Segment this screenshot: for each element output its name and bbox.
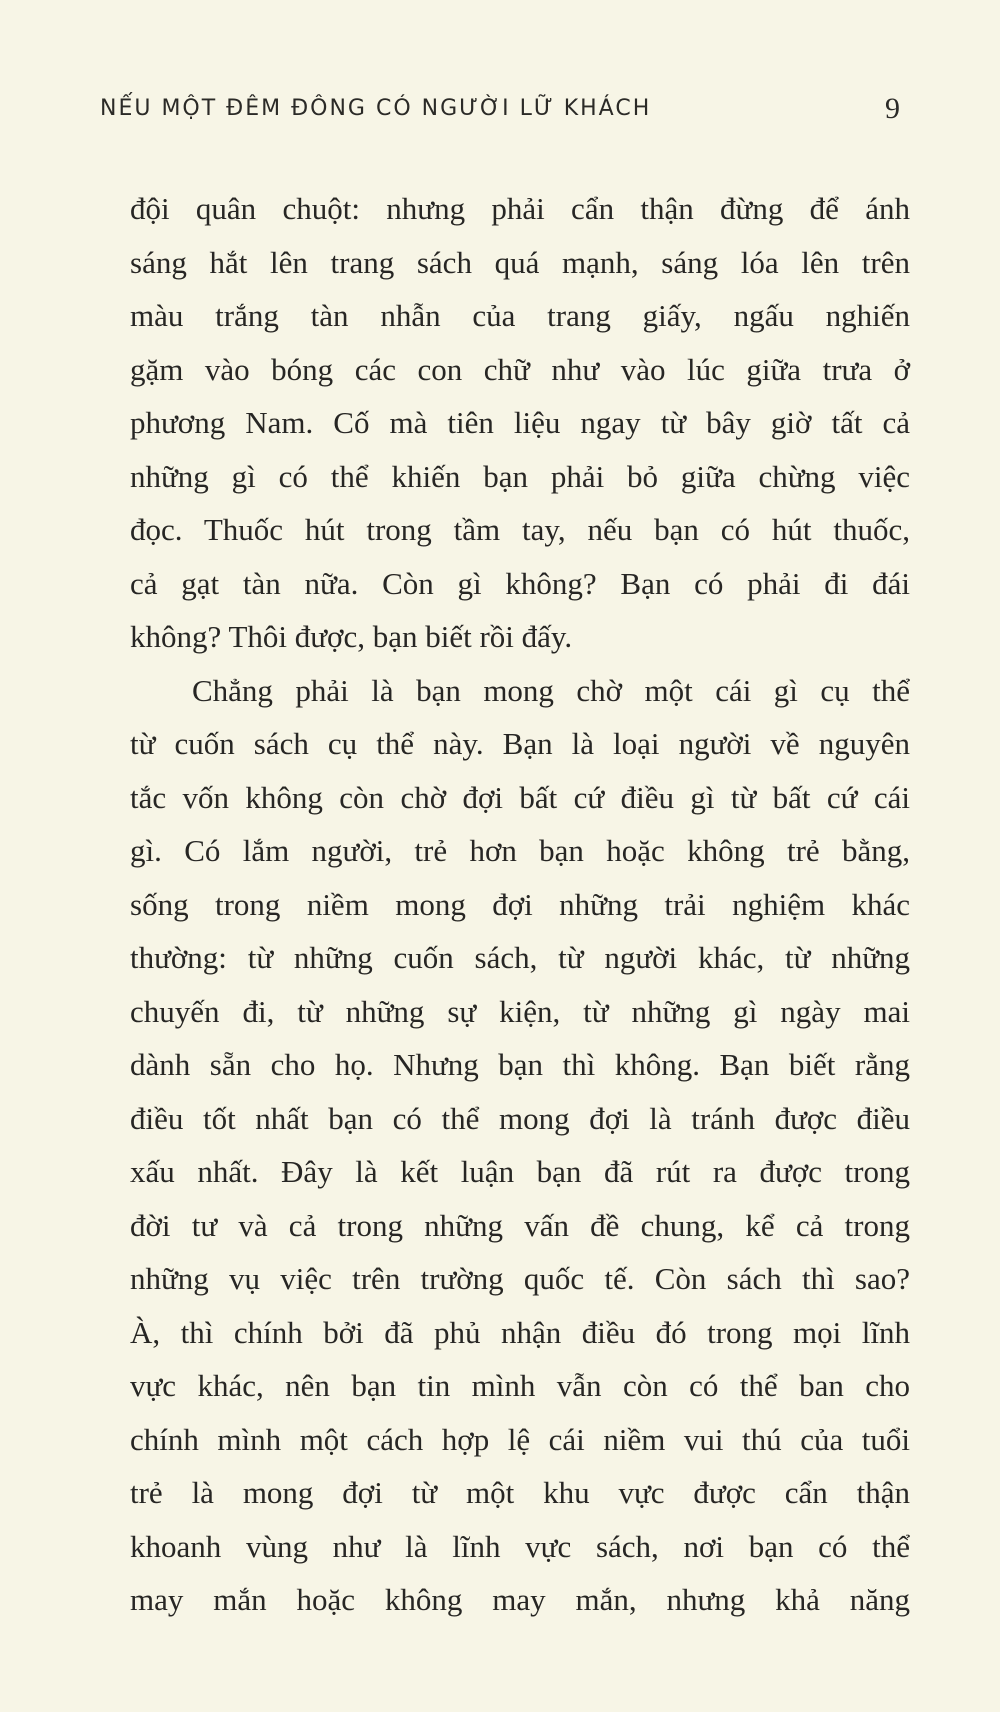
text-line: từ cuốn sách cụ thể này. Bạn là loại người về nguyên (130, 726, 910, 761)
text-line: vực khác, nên bạn tin mình vẫn còn có thể ban cho (130, 1368, 910, 1403)
text-line: những vụ việc trên trường quốc tế. Còn sách thì sao? (130, 1261, 910, 1296)
page-number: 9 (885, 92, 900, 125)
text-line: chuyến đi, từ những sự kiện, từ những gì ngày mai (130, 993, 910, 1029)
text-line: màu trắng tàn nhẫn của trang giấy, ngấu nghiến (130, 298, 910, 333)
text-line: Chẳng phải là bạn mong chờ một cái gì cụ thể (192, 672, 910, 708)
text-line: sống trong niềm mong đợi những trải nghiệm khác (130, 886, 910, 922)
text-line: sáng hắt lên trang sách quá mạnh, sáng lóa lên trên (130, 244, 910, 280)
text-line: đội quân chuột: nhưng phải cẩn thận đừng để ánh (130, 191, 910, 226)
body-text (130, 182, 910, 1627)
text-line: gì. Có lắm người, trẻ hơn bạn hoặc không trẻ bằng, (130, 833, 910, 868)
text-line: thường: từ những cuốn sách, từ người khác, từ những (130, 940, 910, 975)
text-line: phương Nam. Cố mà tiên liệu ngay từ bây giờ tất cả (130, 405, 910, 440)
text-line: khoanh vùng như là lĩnh vực sách, nơi bạn có thể (130, 1528, 910, 1564)
text-line: đọc. Thuốc hút trong tầm tay, nếu bạn có hút thuốc, (130, 512, 910, 547)
text-line: trẻ là mong đợi từ một khu vực được cẩn thận (130, 1475, 910, 1510)
book-title-header: NẾU MỘT ĐÊM ĐÔNG CÓ NGƯỜI LỮ KHÁCH (100, 96, 652, 121)
text-line: dành sẵn cho họ. Nhưng bạn thì không. Bạn biết rằng (130, 1047, 910, 1082)
text-line: À, thì chính bởi đã phủ nhận điều đó trong mọi lĩnh (130, 1314, 910, 1350)
text-line: cả gạt tàn nữa. Còn gì không? Bạn có phải đi đái (130, 565, 910, 601)
text-line: những gì có thể khiến bạn phải bỏ giữa chừng việc (130, 458, 910, 494)
paragraph-1 (130, 182, 910, 664)
text-line: tắc vốn không còn chờ đợi bất cứ điều gì từ bất cứ cái (130, 779, 910, 815)
text-line: xấu nhất. Đây là kết luận bạn đã rút ra được trong (130, 1154, 910, 1189)
text-line: gặm vào bóng các con chữ như vào lúc giữa trưa ở (130, 351, 910, 387)
text-line: đời tư và cả trong những vấn đề chung, kể cả trong (130, 1207, 910, 1243)
paragraph-2 (130, 664, 910, 1627)
text-line: chính mình một cách hợp lệ cái niềm vui thú của tuổi (130, 1421, 910, 1457)
text-line: điều tốt nhất bạn có thể mong đợi là tránh được điều (130, 1100, 910, 1136)
text-line: không? Thôi được, bạn biết rồi đấy. (130, 619, 573, 654)
text-line: may mắn hoặc không may mắn, nhưng khả năng (130, 1582, 910, 1617)
running-header (100, 92, 900, 136)
